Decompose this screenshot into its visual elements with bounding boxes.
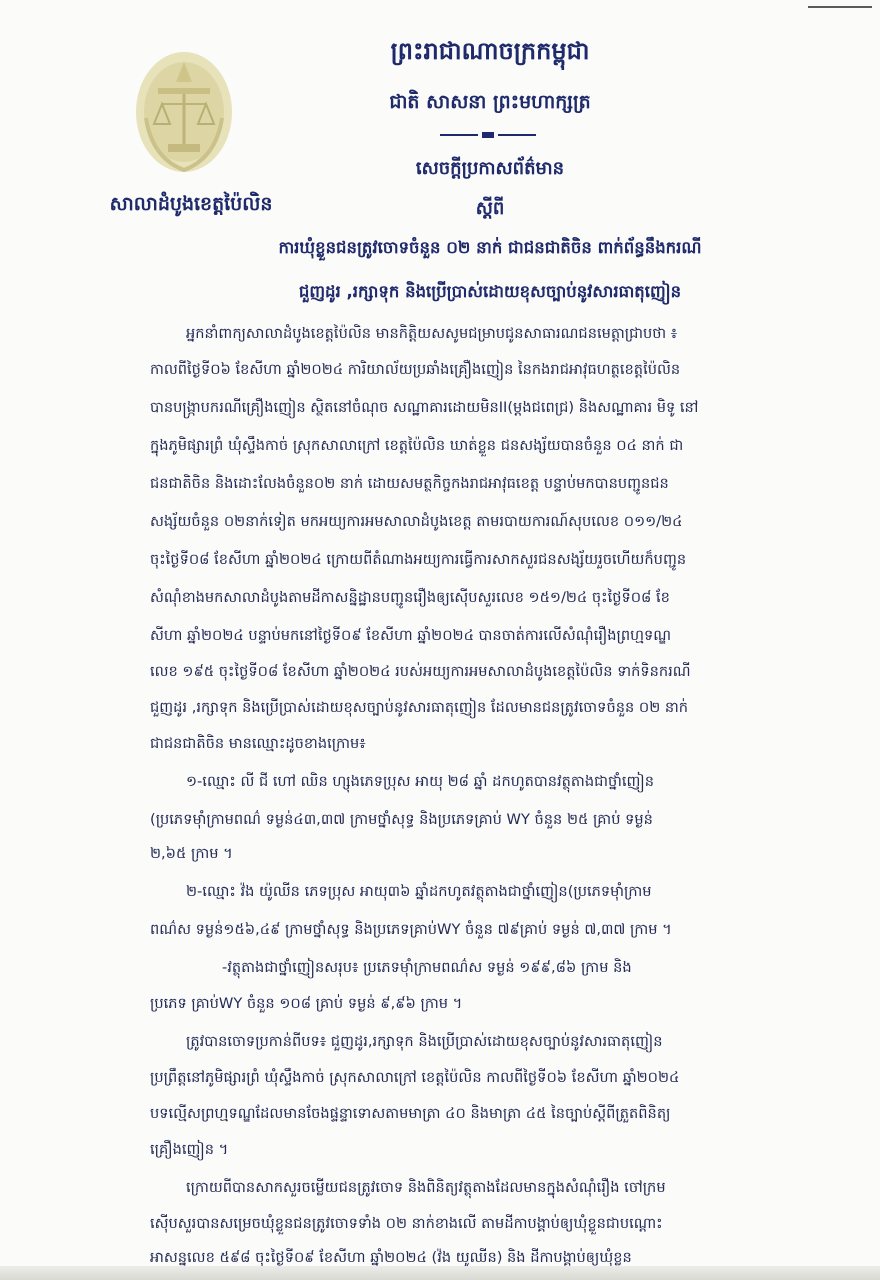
body-line: ប្រភេទ គ្រាប់WY ចំនួន ១០៨ គ្រាប់ ទម្ងន់ ៩,៩៦ ក្រាម ។ <box>150 995 463 1012</box>
body-line: អ្នកនាំពាក្យសាលាដំបូងខេត្តប៉ៃលិន មានកិត្តិយសសូមជម្រាបជូនសាធារណជនមេត្តាជ្រាបថា ៖ <box>186 325 678 342</box>
body-line: ចុះថ្ងៃទី០៨ ខែសីហា ឆ្នាំ២០២៤ ក្រោយពីតំណាងអយ្យការធ្វើការសាកសួរជនសង្ស័យរួចហើយក៏បញ្ជូន <box>150 551 687 568</box>
body-line: -វត្ថុតាងជាថ្នាំញៀនសរុប៖ ប្រភេទម៉ាំក្រាមពណ៌ស ទម្ងន់ ១៩៩,៨៦ ក្រាម និង <box>222 959 632 976</box>
body-line: (ប្រភេទម៉ាំក្រាមពណ៌ ទម្ងន់៤៣,៣៧ ក្រាមថ្នាំសុទ្ធ និងប្រភេទគ្រាប់ WY ចំនួន ២៥ គ្រាប់ ទម្ងន់ <box>150 811 653 828</box>
body-line: ប្រព្រឹត្តនៅភូមិផ្សារព្រំ ឃុំស្ទឹងកាច់ ស្រុកសាលាក្រៅ ខេត្តប៉ៃលិន កាលពីថ្ងៃទី០៦ ខែសីហា ឆ្នាំ២០២៤ <box>150 1069 680 1086</box>
body-line: ២-ឈ្មោះ វ៉ង យ៉ូឈីន ភេទប្រុស អាយុ៣៦ ឆ្នាំដកហូតវត្ថុតាងជាថ្នាំញៀន(ប្រភេទម៉ាំក្រាម <box>186 883 652 900</box>
body-line: អាសន្នលេខ ៥៩៨ ចុះថ្ងៃទី០៩ ខែសីហា ឆ្នាំ២០២៤ (វ៉ង យូឈីន) និង ដីកាបង្គាប់ឲ្យឃុំខ្លួន <box>150 1249 632 1266</box>
kingdom-title: ព្រះរាជាណាចក្រកម្ពុជា <box>390 37 590 65</box>
corner-mark <box>808 6 872 8</box>
subject-label: ស្តីពី <box>475 198 505 219</box>
body-line: ជាជនជាតិចិន មានឈ្មោះដូចខាងក្រោម៖ <box>150 735 366 752</box>
body-line: ពណ៌ស ទម្ងន់១៥៦,៤៩ ក្រាមថ្នាំសុទ្ធ និងប្រភេទគ្រាប់WY ចំនួន ៧៩គ្រាប់ ទម្ងន់ ៧,៣៧ ក្រាម ។ <box>150 921 672 938</box>
court-name: សាលាដំបូងខេត្តប៉ៃលិន <box>109 193 273 215</box>
body-line: ក្នុងភូមិផ្សារព្រំ ឃុំស្ទឹងកាច់ ស្រុកសាលាក្រៅ ខេត្តប៉ៃលិន ឃាត់ខ្លួន ជនសង្ស័យបានចំនួន ០៤ នាក់ ជា <box>150 437 684 454</box>
divider-ornament-icon <box>440 130 536 140</box>
body-line: បានបង្ក្រាបករណីគ្រឿងញៀន ស្ថិតនៅចំណុច សណ្ឋាគារដោយមិនII(ម្តងជពេជ្រ) និងសណ្ឋាគារ មិទូ នៅ <box>150 399 699 416</box>
body-line: សំណុំខាងមកសាលាដំបូងតាមដីកាសន្និដ្ឋានបញ្ជូនរឿងឲ្យស៊ើបសួរលេខ ១៥១/២៤ ចុះថ្ងៃទី០៨ ខែ <box>150 589 670 606</box>
body-line: ជួញដូរ ,រក្សាទុក និងប្រើប្រាស់ដោយខុសច្បាប់នូវសារធាតុញៀន ដែលមានជនត្រូវចោទចំនួន ០២ នាក់ <box>150 699 689 716</box>
body-line: សីហា ឆ្នាំ២០២៤ បន្ទាប់មកនៅថ្ងៃទី០៩ ខែសីហា ឆ្នាំ២០២៤ បានចាត់ការលើសំណុំរឿងព្រហ្មទណ្ឌ <box>150 627 672 644</box>
body-line: គ្រឿងញៀន ។ <box>150 1141 229 1158</box>
headline-line-2: ជួញដូរ ,រក្សាទុក និងប្រើប្រាស់ដោយខុសច្បាប់នូវសារធាតុញៀន <box>298 282 682 301</box>
body-line: ស៊ើបសួរបានសម្រេចឃុំខ្លួនជនត្រូវចោទទាំង ០២ នាក់ខាងលើ តាមដីកាបង្គាប់ឲ្យឃុំខ្លួនជាបណ្តោះ <box>150 1215 663 1232</box>
body-line: លេខ ១៩៥ ចុះថ្ងៃទី០៨ ខែសីហា ឆ្នាំ២០២៤ របស់អយ្យការអមសាលាដំបូងខេត្តប៉ៃលិន ទាក់ទិនករណី <box>150 663 691 680</box>
body-line: សង្ស័យចំនួន ០២នាក់ទៀត មកអយ្យការអមសាលាដំបូងខេត្ត តាមរបាយការណ៍សុបលេខ ០១១/២៤ <box>150 513 683 530</box>
headline-line-1: ការឃុំខ្លួនជនត្រូវចោទចំនួន ០២ នាក់ ជាជនជាតិចិន ពាក់ព័ន្ធនឹងករណី <box>278 238 702 257</box>
body-line: ២,៦៥ ក្រាម ។ <box>150 845 233 862</box>
document-type: សេចក្តីប្រកាសព័ត៌មាន <box>415 158 565 179</box>
scan-edge <box>0 1266 880 1280</box>
body-line: ១-ឈ្មោះ លី ជី ហៅ ឈិន ហ្សុងភេទប្រុស អាយុ ២៨ ឆ្នាំ ដកហូតបានវត្ថុតាងជាថ្នាំញៀន <box>186 773 655 790</box>
body-line: កាលពីថ្ងៃទី០៦ ខែសីហា ឆ្នាំ២០២៤ ការិយាល័យប្រឆាំងគ្រឿងញៀន នៃកងរាជអាវុធហត្ថខេត្តប៉ៃលិន <box>150 361 681 378</box>
body-line: ក្រោយពីបានសាកសួរចម្លើយជនត្រូវចោទ និងពិនិត្យវត្ថុតាងដែលមានក្នុងសំណុំរឿង ចៅក្រម <box>186 1179 666 1196</box>
body-line: បទល្មើសព្រហ្មទណ្ឌដែលមានចែងផ្ទន្ទាទោសតាមមាត្រា ៤០ និងមាត្រា ៤៥ នៃច្បាប់ស្តីពីត្រួតពិនិត្យ <box>150 1105 671 1122</box>
body-line: ត្រូវបានចោទប្រកាន់ពីបទ៖ ជួញដូរ,រក្សាទុក និងប្រើប្រាស់ដោយខុសច្បាប់នូវសារធាតុញៀន <box>186 1033 663 1050</box>
body-line: ជនជាតិចិន និងដោះលែងចំនួន០២ នាក់ ដោយសមត្ថកិច្ចកងរាជអាវុធខេត្ត បន្ទាប់មកបានបញ្ជូនជន <box>150 475 669 492</box>
court-emblem-icon <box>132 48 236 184</box>
national-motto: ជាតិ សាសនា ព្រះមហាក្សត្រ <box>389 91 591 113</box>
